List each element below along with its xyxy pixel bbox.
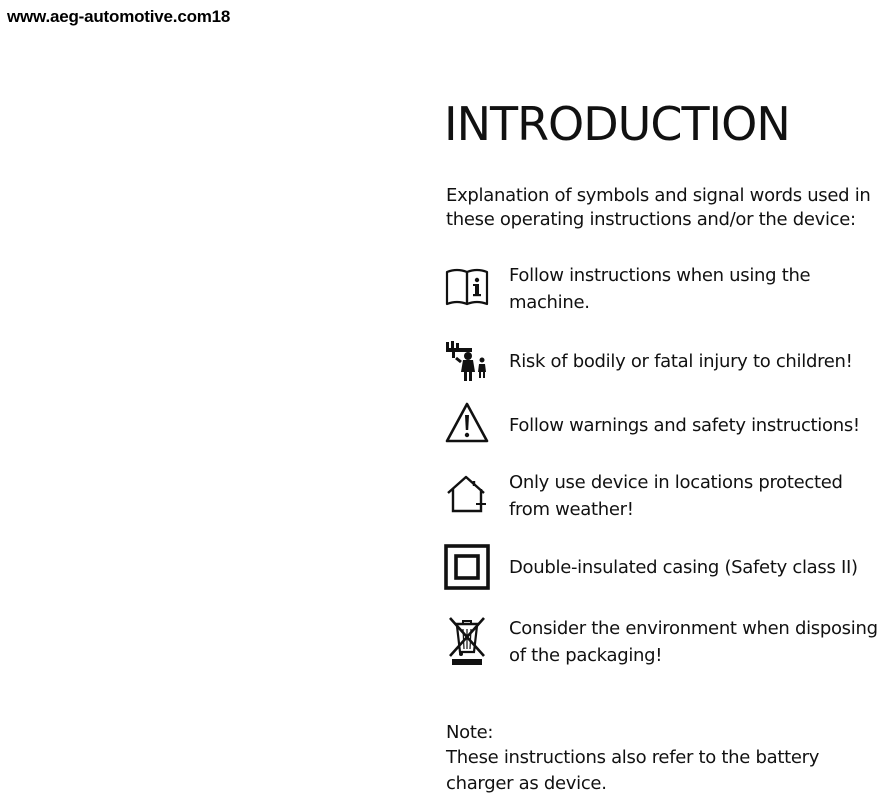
manual-info-icon [444, 264, 490, 310]
warning-triangle-icon [444, 400, 490, 446]
header-url: www.aeg-automotive.com18 [7, 7, 231, 26]
page-title: INTRODUCTION [444, 97, 790, 151]
symbol-text-double-insulation: Double-insulated casing (Safety class II) [509, 557, 858, 578]
double-insulation-icon [444, 544, 490, 590]
symbol-text-disposal: Consider the environment when disposing of the packaging! [509, 618, 878, 666]
symbol-text-child-hazard: Risk of bodily or fatal injury to children! [509, 351, 853, 372]
indoor-use-house-icon [444, 471, 490, 517]
note-label: Note: [446, 722, 494, 743]
symbol-text-warning: Follow warnings and safety instructions! [509, 415, 860, 436]
symbol-text-manual: Follow instructions when using the machine. [509, 265, 811, 313]
note-text: These instructions also refer to the battery charger as device. [446, 747, 820, 794]
child-hazard-icon [444, 338, 490, 384]
symbol-text-indoor: Only use device in locations protected from weather! [509, 472, 843, 520]
intro-text: Explanation of symbols and signal words used in these operating instructions and/or the device: [446, 185, 871, 230]
crossed-bin-icon [444, 614, 490, 668]
